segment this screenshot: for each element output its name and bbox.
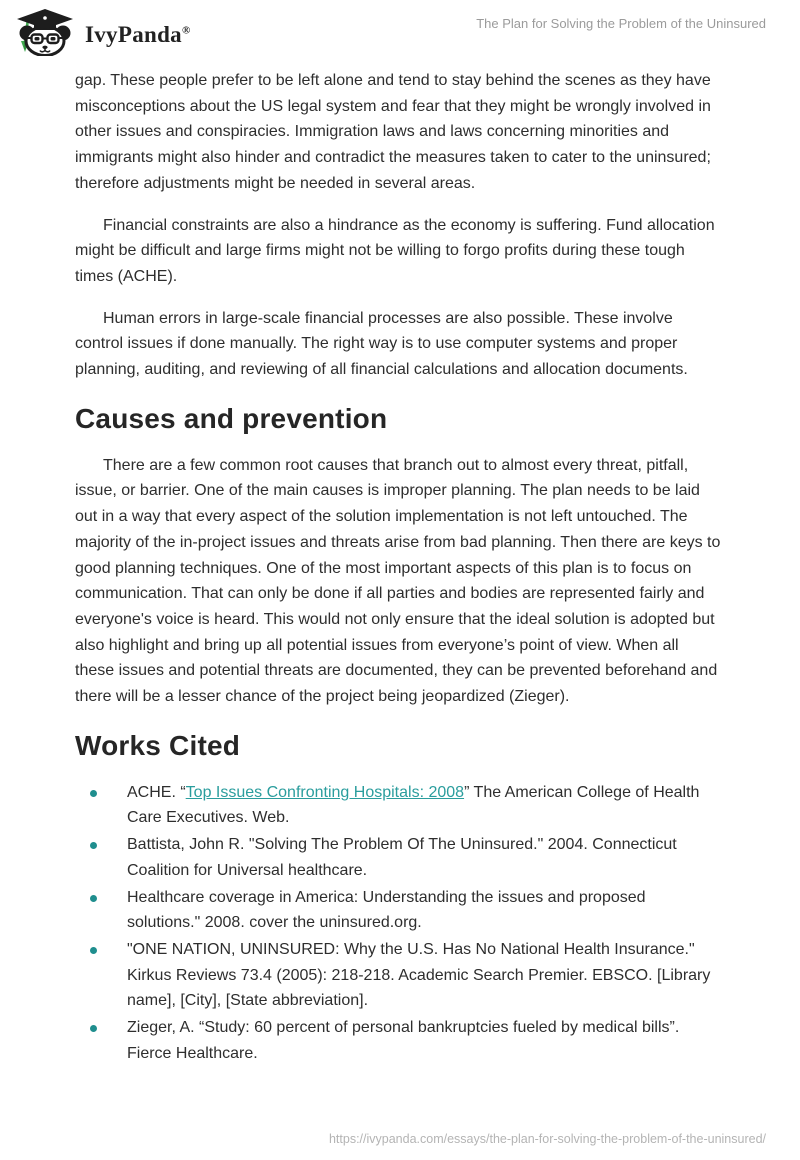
citation-text-prefix: ACHE. “	[127, 783, 186, 801]
citation-item-ache	[75, 780, 722, 831]
section-heading-causes-and-prevention: Causes and prevention	[75, 402, 388, 434]
paragraph-root-causes: There are a few common root causes that branch out to almost every threat, pitfall, issue, or barrier. One of the main causes is improper planning. The plan needs to be laid out in a way that every aspect of the solution implementation is not left untouched. The majority of the in-project issues and threats arise from bad planning. Then there are keys to good planning techniques. One of the most important aspects of this plan is to focus on communication. That can only be done if all parties and bodies are represented fairly and everyone's voice is heard. This would not only ensure that the ideal solution is adopted but also highlight and bring up all potential issues from everyone’s point of view. When all these issues and potential threats are documented, they can be prevented beforehand and there will be a lesser chance of the project being jeopardized (Zieger).	[75, 456, 721, 706]
paragraph-human-errors: Human errors in large-scale financial processes are also possible. These involve control issues if done manually. The right way is to use computer systems and proper planning, auditing, and reviewing of all financial calculations and allocation documents.	[75, 309, 688, 379]
document-body	[0, 56, 800, 1067]
paragraph-continuation: gap. These people prefer to be left alone and tend to stay behind the scenes as they have misconceptions about the US legal system and fear that they might be wrongly involved in other issues and conspiracies. Immigration laws and laws concerning minorities and immigrants might also hinder and contradict the measures taken to cater to the uninsured; therefore adjustments might be needed in several areas.	[75, 72, 711, 192]
citation-text-suffix: ” The American College of Health Care Executives. Web.	[127, 783, 700, 827]
works-cited-list	[75, 780, 722, 1067]
citation-link-top-issues[interactable]: Top Issues Confronting Hospitals: 2008	[185, 783, 465, 801]
brand-text: IvyPanda	[85, 21, 182, 47]
ivypanda-panda-logo-icon	[14, 8, 76, 61]
page-url: https://ivypanda.com/essays/the-plan-for-solving-the-problem-of-the-uninsured/	[328, 1132, 766, 1146]
document-title: The Plan for Solving the Problem of the Uninsured	[476, 16, 766, 31]
citation-item-zieger: Zieger, A. “Study: 60 percent of personal bankruptcies fueled by medical bills”. Fierce Healthcare.	[75, 1015, 722, 1066]
page-header	[0, 0, 800, 56]
brand	[14, 8, 191, 61]
citation-item-battista: Battista, John R. "Solving The Problem Of The Uninsured." 2004. Connecticut Coalition for Universal healthcare.	[75, 832, 722, 883]
citation-item-one-nation: "ONE NATION, UNINSURED: Why the U.S. Has No National Health Insurance." Kirkus Reviews 73.4 (2005): 218-218. Academic Search Premier. EBSCO. [Library name], [City], [State abbreviation].	[75, 937, 722, 1014]
section-heading-works-cited: Works Cited	[75, 729, 241, 761]
paragraph-financial-constraints: Financial constraints are also a hindrance as the economy is suffering. Fund allocation might be difficult and large firms might not be willing to forgo profits during these tough times (ACHE).	[75, 216, 715, 285]
citation-item-healthcare-coverage: Healthcare coverage in America: Understanding the issues and proposed solutions." 2008. cover the uninsured.org.	[75, 885, 722, 936]
registered-mark: ®	[181, 23, 191, 36]
page-footer	[329, 1132, 766, 1146]
brand-name	[85, 22, 191, 48]
